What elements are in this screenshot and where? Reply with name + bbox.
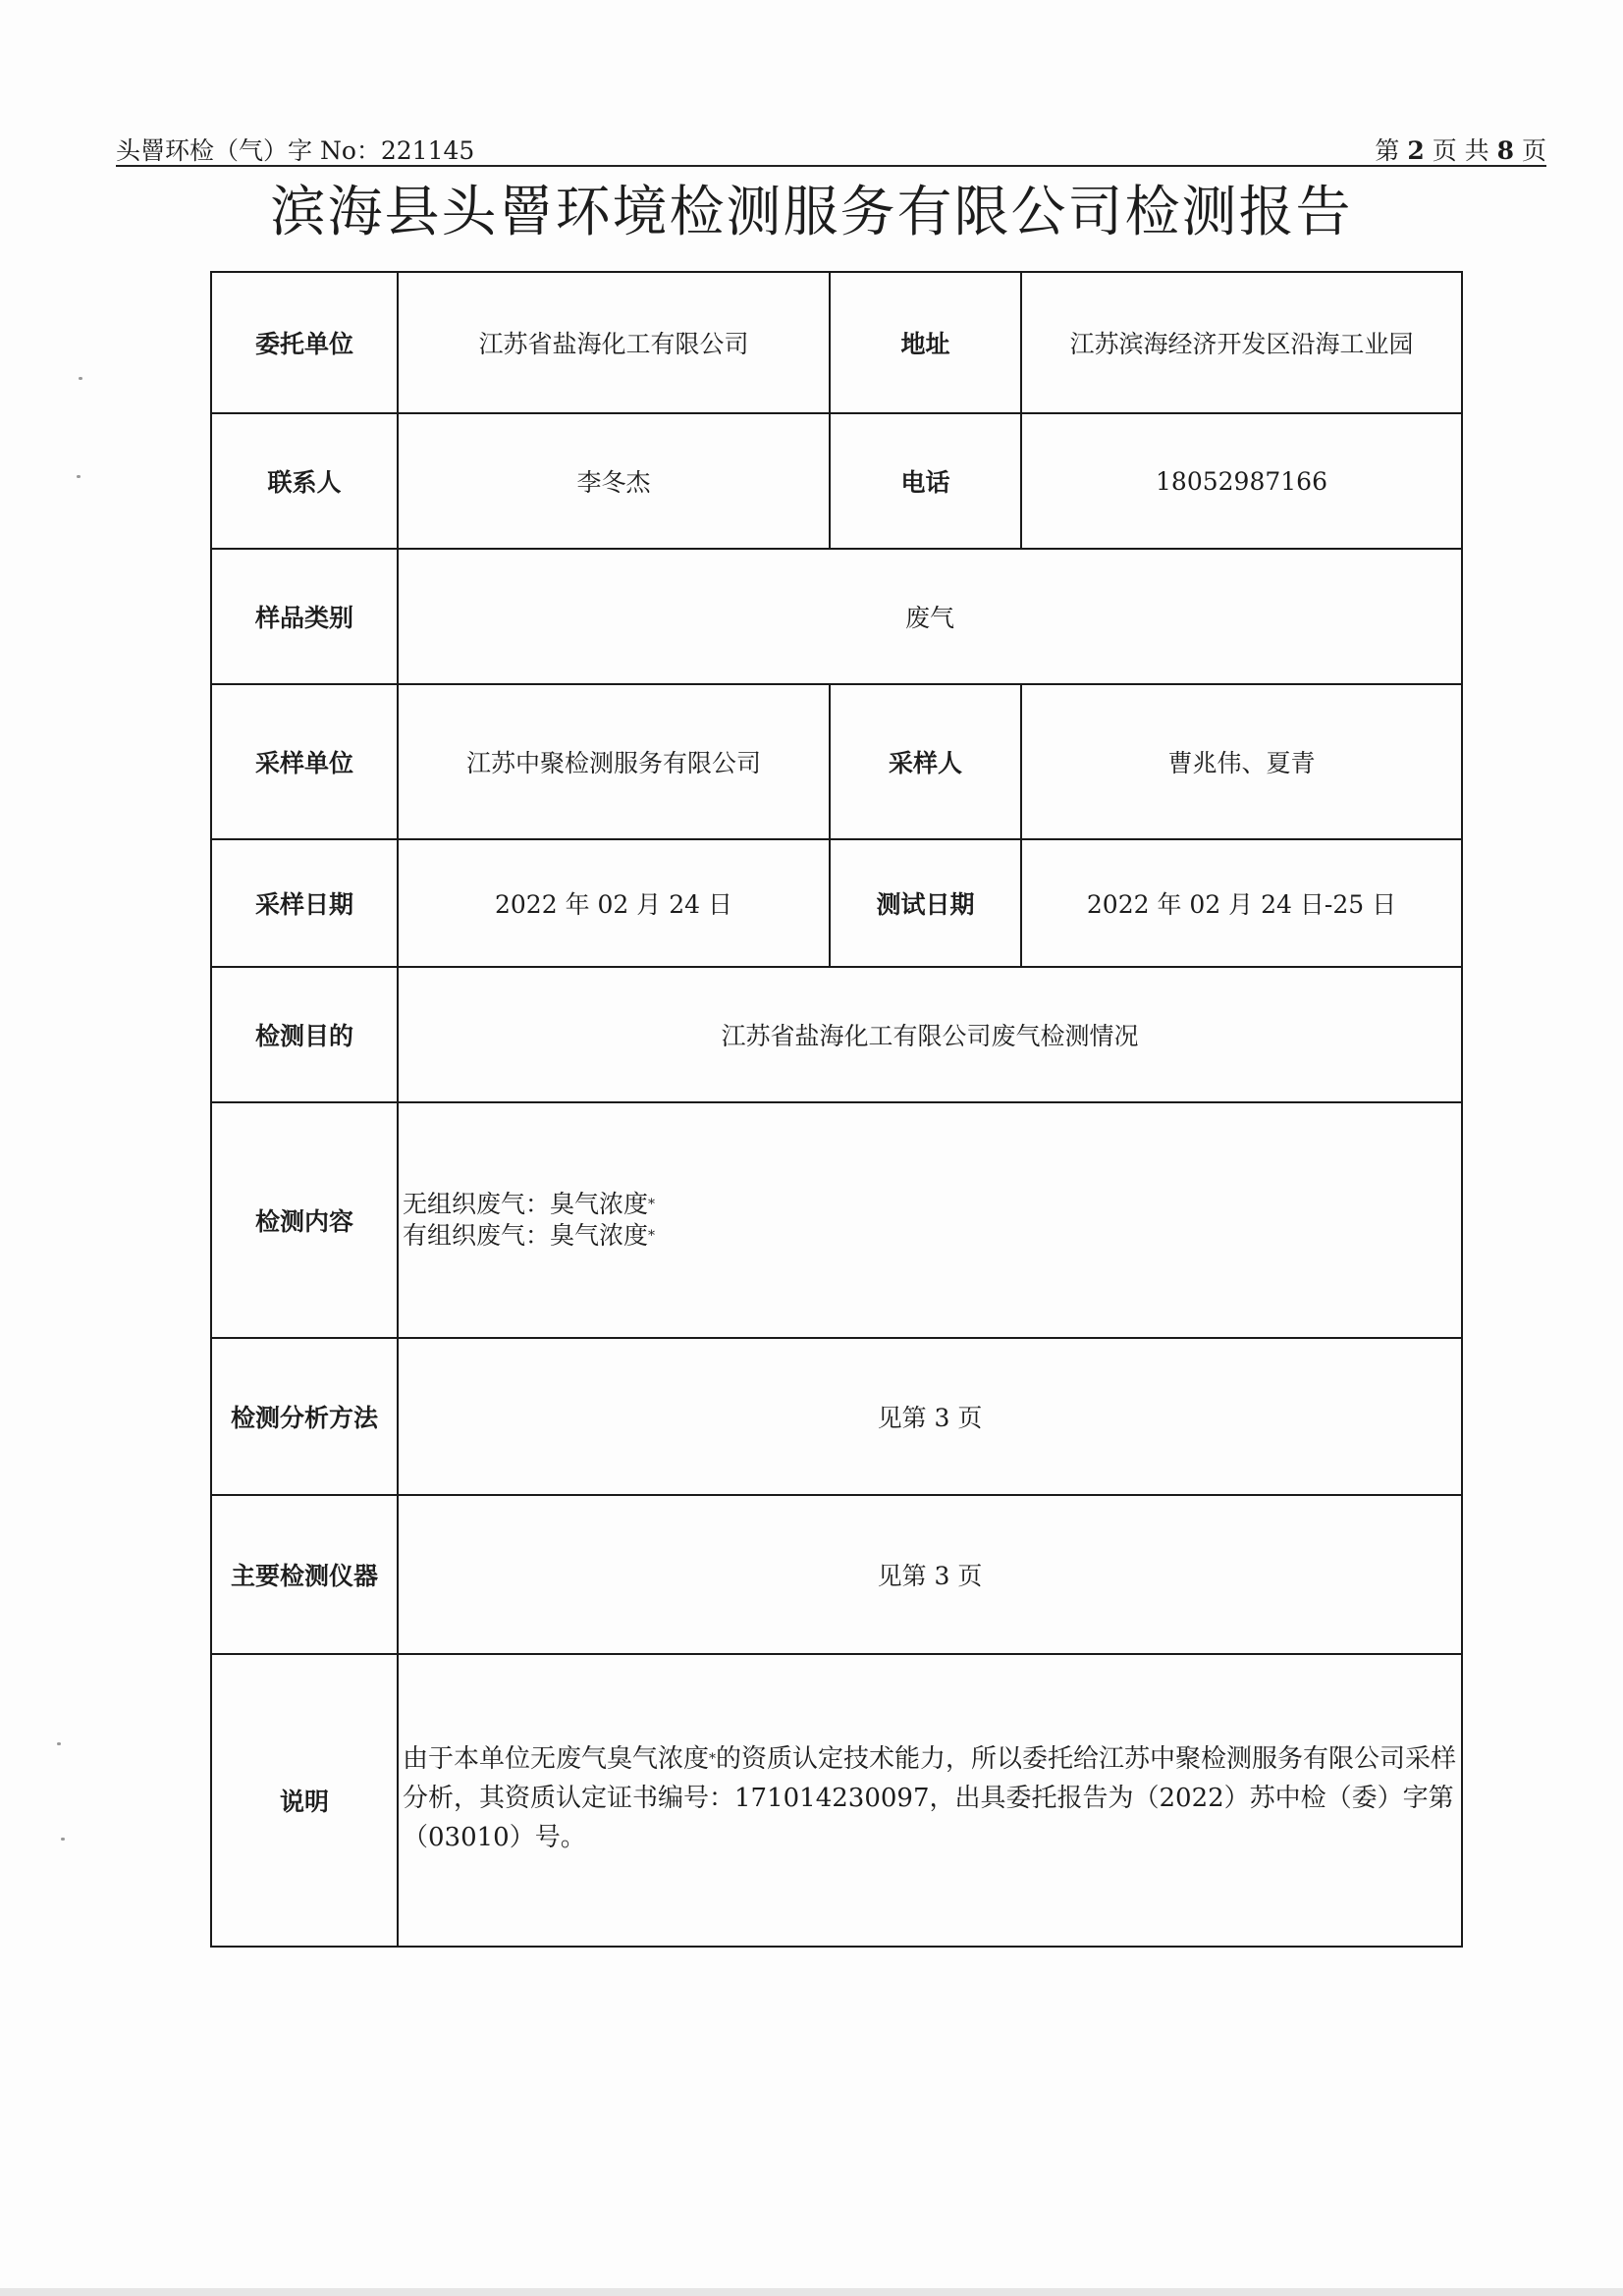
report-header xyxy=(116,130,1546,167)
row-contact xyxy=(211,413,1462,549)
content-mark-2: * xyxy=(648,1228,656,1244)
sampling-unit-label: 采样单位 xyxy=(211,684,398,839)
scan-speck xyxy=(79,377,82,380)
instrument-value: 见第 3 页 xyxy=(398,1495,1462,1654)
purpose-label: 检测目的 xyxy=(211,967,398,1102)
content-value xyxy=(398,1102,1462,1338)
sampling-date-value: 2022 年 02 月 24 日 xyxy=(398,839,830,967)
report-number: 头罾环检（气）字 No：221145 xyxy=(116,136,475,165)
sampling-date-label: 采样日期 xyxy=(211,839,398,967)
page-total: 8 xyxy=(1496,136,1515,165)
contact-label: 联系人 xyxy=(211,413,398,549)
row-client xyxy=(211,272,1462,413)
sampler-label: 采样人 xyxy=(830,684,1021,839)
report-info-table xyxy=(210,271,1463,1948)
row-dates xyxy=(211,839,1462,967)
method-label: 检测分析方法 xyxy=(211,1338,398,1495)
purpose-value: 江苏省盐海化工有限公司废气检测情况 xyxy=(398,967,1462,1102)
row-purpose xyxy=(211,967,1462,1102)
instrument-label: 主要检测仪器 xyxy=(211,1495,398,1654)
note-mark: * xyxy=(709,1751,717,1767)
page-current: 2 xyxy=(1407,136,1425,165)
phone-value: 18052987166 xyxy=(1021,413,1462,549)
scan-speck xyxy=(77,475,81,478)
sample-type-value: 废气 xyxy=(398,549,1462,684)
sample-type-label: 样品类别 xyxy=(211,549,398,684)
address-value: 江苏滨海经济开发区沿海工业园 xyxy=(1021,272,1462,413)
phone-label: 电话 xyxy=(830,413,1021,549)
report-title: 滨海县头罾环境检测服务有限公司检测报告 xyxy=(270,181,1353,244)
row-sampling-unit xyxy=(211,684,1462,839)
content-line-unorganized: 无组织废气：臭气浓度* xyxy=(403,1190,656,1218)
client-label: 委托单位 xyxy=(211,272,398,413)
content-mark-1: * xyxy=(648,1197,656,1212)
note-label: 说明 xyxy=(211,1654,398,1947)
client-value: 江苏省盐海化工有限公司 xyxy=(398,272,830,413)
page-prefix: 第 xyxy=(1375,136,1400,165)
page-indicator xyxy=(1375,132,1546,167)
row-note xyxy=(211,1654,1462,1947)
sampler-value: 曹兆伟、夏青 xyxy=(1021,684,1462,839)
scan-edge xyxy=(0,2288,1623,2296)
page-suffix: 页 xyxy=(1521,136,1546,165)
row-content xyxy=(211,1102,1462,1338)
content-line-organized: 有组织废气：臭气浓度* xyxy=(403,1221,656,1250)
row-method xyxy=(211,1338,1462,1495)
sampling-unit-value: 江苏中聚检测服务有限公司 xyxy=(398,684,830,839)
scan-speck xyxy=(57,1742,61,1745)
scan-speck xyxy=(61,1838,65,1841)
page-mid: 页 共 xyxy=(1432,136,1489,165)
method-value: 见第 3 页 xyxy=(398,1338,1462,1495)
test-date-value: 2022 年 02 月 24 日-25 日 xyxy=(1021,839,1462,967)
note-value: 由于本单位无废气臭气浓度*的资质认定技术能力，所以委托给江苏中聚检测服务有限公司采样分析，其资质认定证书编号：171014230097，出具委托报告为（2022）苏中检（委）字第（03010）号。 xyxy=(398,1654,1462,1947)
content-label: 检测内容 xyxy=(211,1102,398,1338)
row-sample-type xyxy=(211,549,1462,684)
address-label: 地址 xyxy=(830,272,1021,413)
contact-value: 李冬杰 xyxy=(398,413,830,549)
row-instrument xyxy=(211,1495,1462,1654)
test-date-label: 测试日期 xyxy=(830,839,1021,967)
